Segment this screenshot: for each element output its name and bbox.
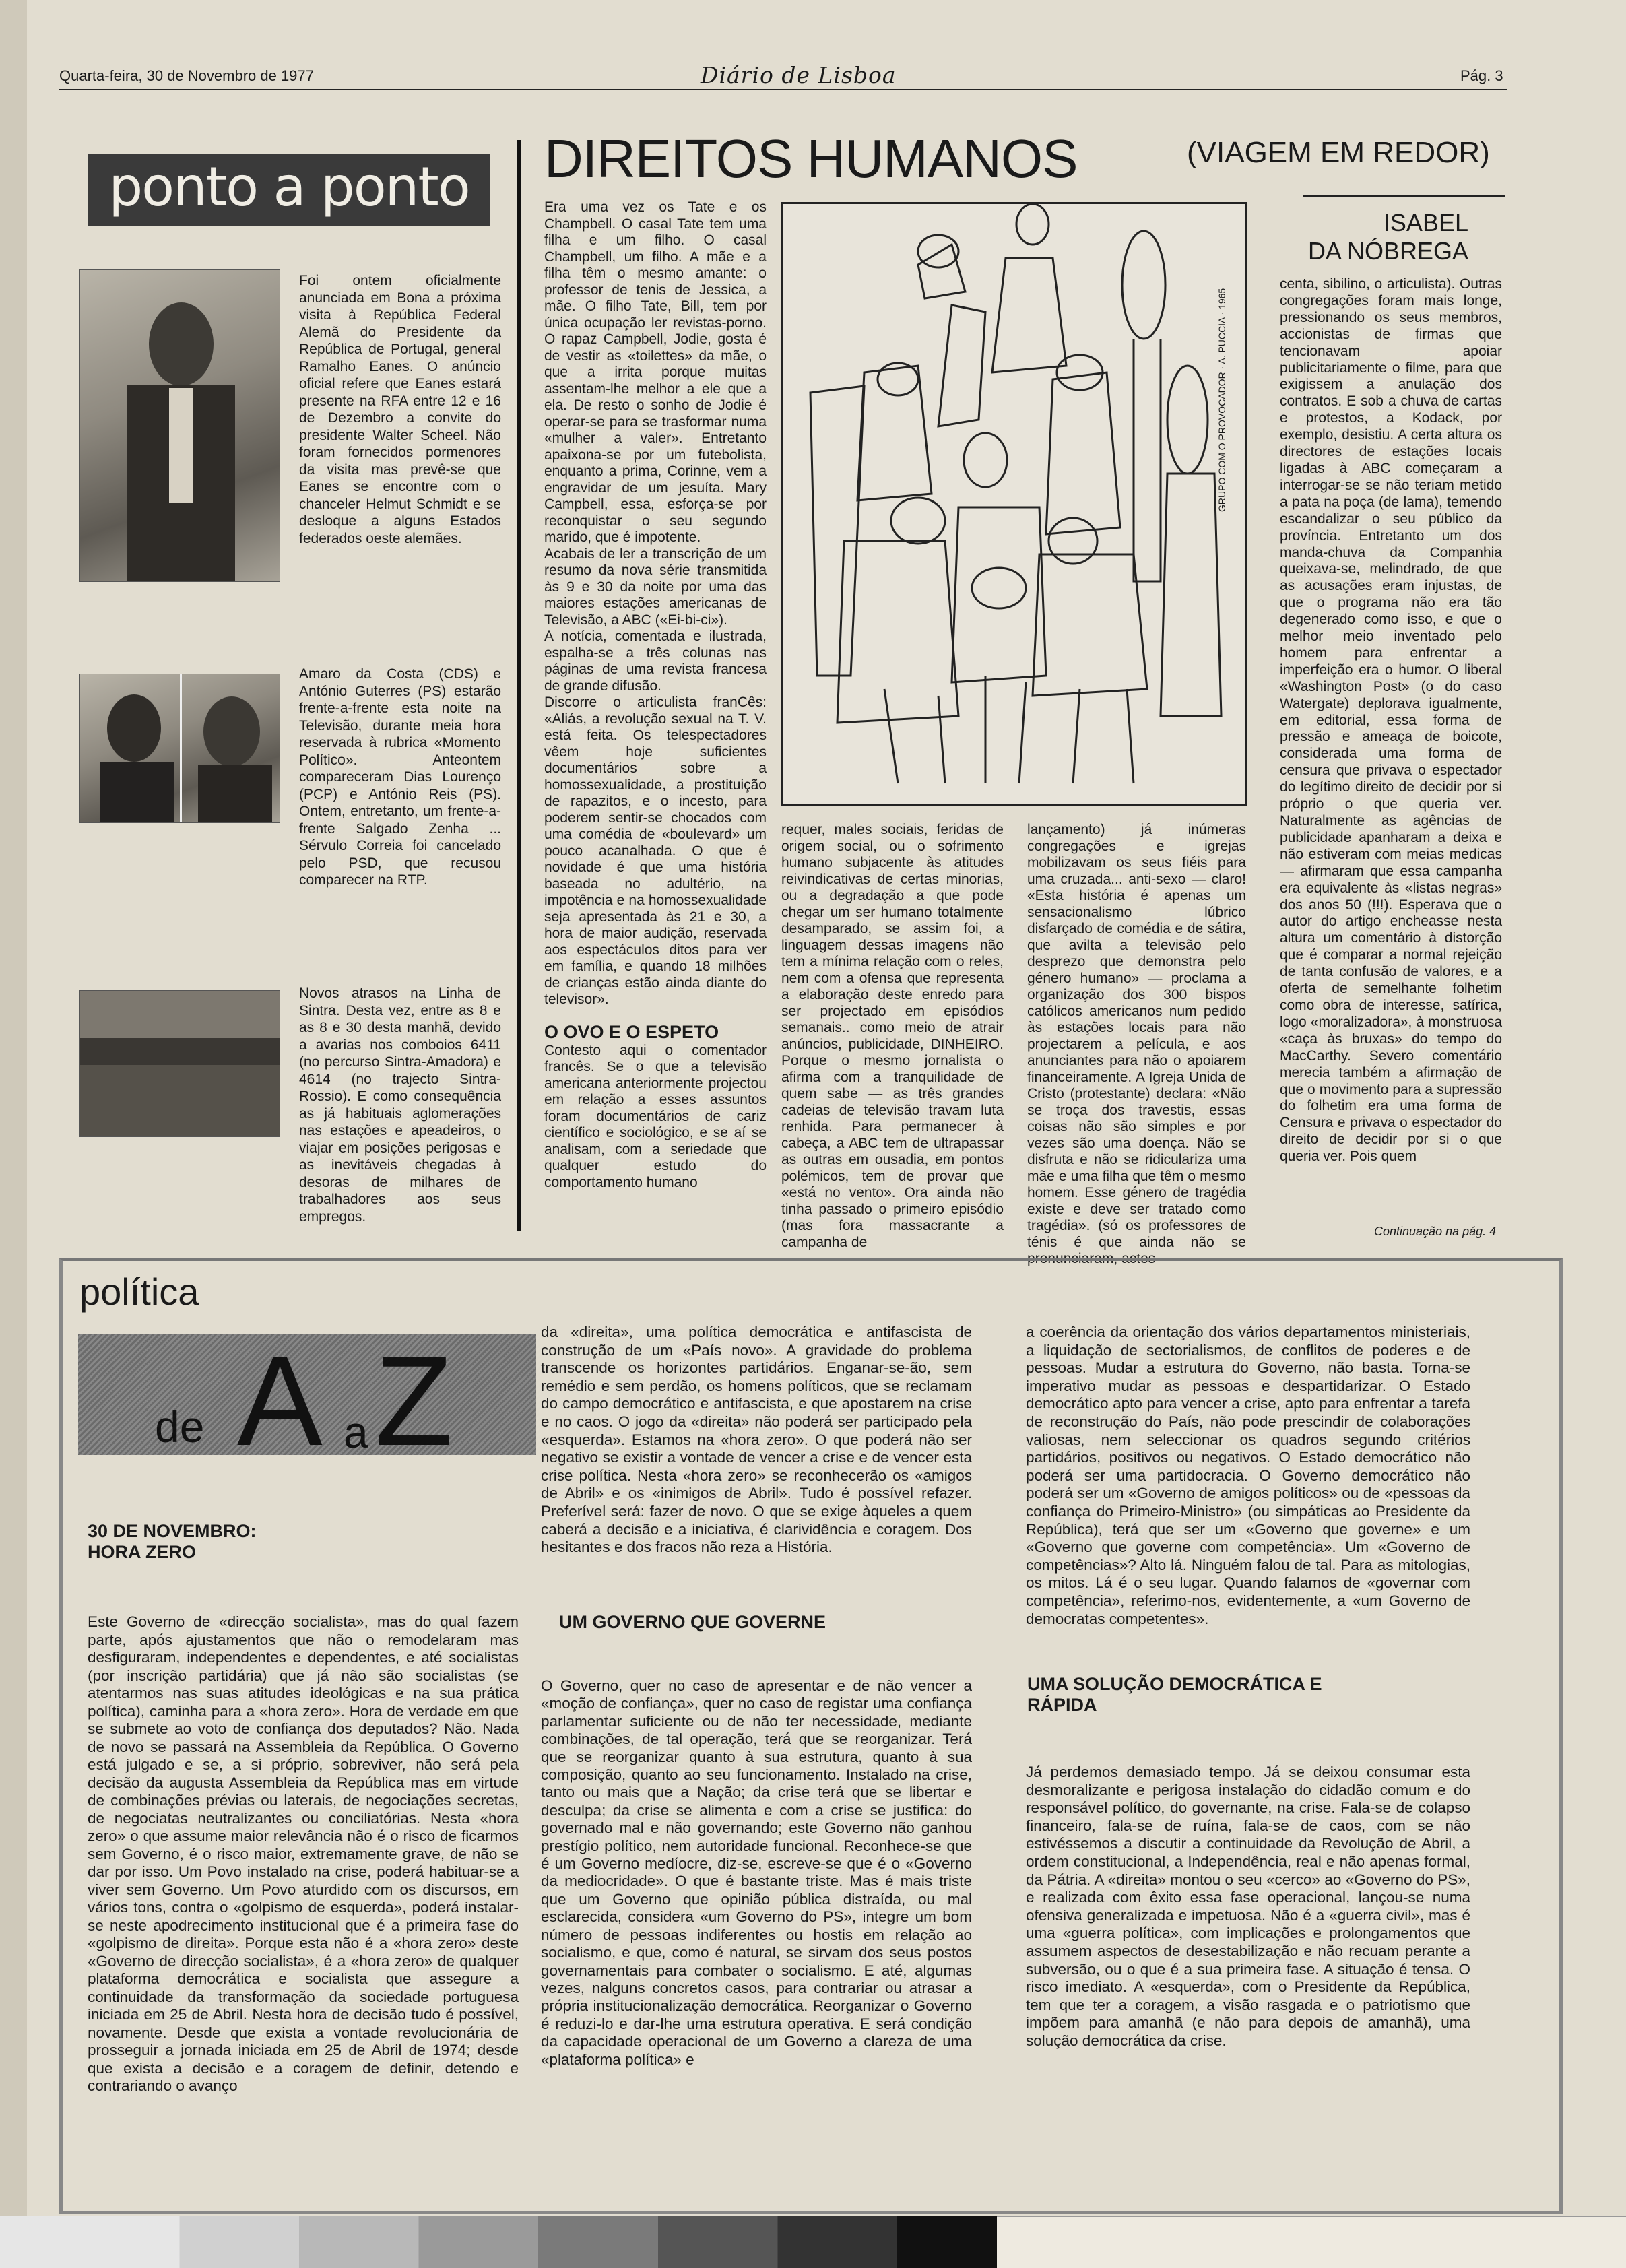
politica-column-2a: da «direita», uma política democrática e antifascista de construção de um «País novo». A gravidade do problema transcende os horizontes partidários. Enganar-se-ão, sem remédio e sem perdão, os homens políticos, que se reclamam do campo democrático e antifascista, e que apostarem na crise e no caos. O jogo da «direita» não poderá ser participado pela «esquerda». Estamos na «hora zero». O que poderá não ser negativo se existir a vontade de vencer a crise e de vencer esta crise política. Nesta «hora zero» se reconhecerão os «amigos de Abril» e os «inimigos de Abril». Tudo é possível refazer. Preferível será: fazer de novo. O que se exige àqueles a quem caberá a decisão e a iniciativa, é clarividência e coragem. Dos hesitantes e dos fracos não reza a História. [541,1324,972,1556]
politica-column-1: Este Governo de «direcção socialista», mas do qual fazem parte, após ajustamentos que não o remodelaram mas desfiguraram, independentes e dependentes, e até socialistas (por inscrição partidária) que já não são socialistas (se atentarmos nas suas atitudes ideológicas e na sua prática política), caminha para a «hora zero». Hora de verdade em que se submete ao voto de confiança dos deputados? Não. Nada de novo se passará na Assembleia da República. O Governo está julgado e se, a si próprio, sobreviver, não será pela decisão da augusta Assembleia da República mas em virtude de combinações prévias ou laterais, de negociações secretas, de negociatas neutralizantes ou conciliatórias. Nesta «hora zero» o que assume maior relevância não é o risco de ficarmos sem Governo, é o risco maior, extremamente grave, de não se dar por isso. Um Povo instalado na crise, poderá habituar-se a viver sem Governo. Um Povo aturdido com os discursos, em vários tons, contra o «golpismo de esquerda», poderá instalar-se neste apodrecimento institucional que é a primeira fase do «golpismo de direita». Porque esta não é a «hora zero» deste «Governo de direcção socialista», é a «hora zero» de qualquer plataforma democrática e socialista que assegure a continuidade da transformação da sociedade portuguesa iniciada em 25 de Abril. Nesta hora de decisão tudo é possível, novamente. Desde que exista a vontade revolucionária de prosseguir a jornada iniciada em 25 de Abril de 1974; desde que exista a decisão e a coragem de definir, detendo e contrariando o avanço [88,1613,519,2094]
newspaper-title: Diário de Lisboa [701,62,897,88]
banner-a: a [344,1407,368,1457]
byline-rule [1303,195,1505,197]
news-item-debate: Amaro da Costa (CDS) e António Guterres (PS) estarão frente-a-frente esta noite na Televisão, durante meia hora reservada à rubrica «Momento Político». Anteontem compareceram Dias Lourenço (PCP) e António Reis (PS). Ontem, entretanto, um frente-a-frente Salgado Zenha ... Sérvulo Correia foi cancelado pelo PSD, que recusou comparecer na RTP. [299,666,501,888]
page-margin [0,0,27,2268]
banner-letter-a: A [237,1330,323,1472]
banner-de: de [155,1402,205,1452]
article-paragraph: Discorre o articulista franCês: «Aliás, a revolução sexual na T. V. está feita. Os telespectadores vêem hoje suficientes documentários sobre a homossexualidade, a prostituição de rapazitos, e o incesto, para poderem sentir-se chocados com uma comédia de «boulevard» um pouco acanalhada. O que é novidade é que uma história baseada no adultério, na impotência e na homossexualidade seja apresentada às 21 e 30, a hora de maior audição, reservada aos espectáculos ditos para ver em família, e quando 18 milhões de crianças estão ainda diante do televisor». [544,694,767,1007]
article-byline [1303,209,1468,265]
article-paragraph: Contesto aqui o comentador francês. Se o que a televisão americana anteriormente projectou em relação a esses assuntos foram documentários de cariz científico e sociológico, e se aí se analisam, com a seriedade que qualquer estudo do comportamento humano [544,1042,767,1190]
photo-debate [79,674,280,823]
scan-calibration-bar [0,2216,997,2268]
article-column-4: centa, sibilino, o articulista). Outras congregações foram mais longe, pressionando os seus membros, accionistas de firmas que tencionavam apoiar publicitariamente o filme, para que exigissem a anulação dos contratos. E sob a chuva de cartas e protestos, a Kodack, por exemplo, desistiu. A certa altura os directores de estações locais ligadas à ABC começaram a interrogar-se se não teriam metido a pata na poça (de lama), temendo escandalizar o seu público da província. Entretanto um dos manda-chuva da Companhia queixava-se, melindrado, de que as acusações eram injustas, de que o programa não era tão degenerado como isso, e que o melhor meio inventado pelo homem para enfrentar a imperfeição era o humor. O liberal «Washington Post» (o do caso Watergate) deplorava igualmente, em editorial, essa forma de pressão e ameaça de boicote, considerada uma forma de censura que privava o espectador do legítimo direito de decidir por si próprio o que queria ver. Naturalmente as agências de publicidade apanharam a deixa e não estiveram com meias medicas — afirmaram que essa campanha era equivalente às «listas negras» dos anos 50 (!!!). Esperava que o autor do artigo encheasse nesta altura um comentário à distorção que é comparar a normal rejeição de tanta confusão de valores, e a oferta de semelhante folhetim como obra de interesse, satírica, logo «moralizadora», à monstruosa «caça às bruxas» do tempo do MacCarthy. Severo comentário merecia também a afirmação de que o movimento para a supressão do folhetim era uma forma de Censura e privava o espectador do direito de decidir por si o que queria ver. Pois quem [1280,276,1502,1165]
article-column-2: requer, males sociais, feridas de origem social, ou o sofrimento humano subjacente às atitudes reivindicativas de certas minorias, ou a degradação a que pode chegar um ser humano totalmente desamparado, se assim foi, a linguagem dessas imagens não tem a mínima relação com o reles, nem com a ofensa que representa a elaboração deste enredo para ser projectado em episódios semanais.. como meio de atrair anúncios, publicidade, DINHEIRO. Porque o mesmo jornalista o afirma com a tranquilidade de quem sabe — as três grandes cadeias de televisão travam luta renhida. Para permanecer à cabeça, a ABC tem de ultrapassar as outras em ousadia, em pontos polémicos, tem de provar que «está no vento». Ora ainda não tinha passado o primeiro episódio (mas fora massacrante a campanha de [781,822,1004,1250]
byline-last-name: DA NÓBREGA [1307,237,1468,265]
article-paragraph: A notícia, comentada e ilustrada, espalha-se a três colunas nas páginas de uma revista francesa de grande difusão. [544,628,767,694]
ponto-a-ponto-banner: ponto a ponto [88,154,490,226]
issue-date: Quarta-feira, 30 de Novembro de 1977 [59,67,314,84]
column-heading: 30 DE NOVEMBRO: HORA ZERO [88,1521,257,1562]
article-column-1 [544,199,767,1191]
photo-train-station [79,990,280,1137]
header-rule [59,89,1507,90]
article-title: DIREITOS HUMANOS [544,129,1078,189]
politica-column-3b: Já perdemos demasiado tempo. Já se deixou consumar esta desmoralizante e perigosa instalação do cidadão comum e do responsável político, do governante, na crise. Fala-se de colapso financeiro, fala-se de ruína, fala-se de caos, com se não estivéssemos a discutir a continuidade da Revolução de Abril, a ordem constitucional, a Independência, real e não apenas formal, da Pátria. A «direita» montou o seu «cerco» ao «Governo do PS», e realizada com êxito essa fase operacional, lançou-se numa ofensiva generalizada e impetuosa. Não é a «guerra civil», mas é uma «guerra política», com implicações e prolongamentos que assumem aspectos de desestabilização e não recuam perante a subversão, ou o que é a sua primeira fase. A situação é tensa. O risco imediato. A «esquerda», com o Presidente da República, tem que ter a coragem, a visão rasgada e o patriotismo que impõem para amanhã (e não para depois de amanhã), uma solução democrática da crise. [1026,1763,1470,2049]
column-heading: UMA SOLUÇÃO DEMOCRÁTICA E RÁPIDA [1027,1674,1322,1715]
politica-column-2b: O Governo, quer no caso de apresentar e de não vencer a «moção de confiança», quer no caso de registar uma confiança parlamentar suficiente ou de não ter necessidade, mediante combinações, de tal operação, terá que se reorganizar. Terá que se reorganizar quanto à sua estrutura, quanto à sua composição, quanto ao seu funcionamento. Instalado na crise, tanto ou mais que a Nação; da crise terá que se libertar e desculpa; da crise se alimenta e com a crise se justifica: do governado mal e não governando; este Governo não ganhou prestígio político, nem autoridade funcional. Reconhece-se que é um Governo medíocre, diz-se, escreve-se que é o «Governo da mediocridade». O que é bastante triste. Mas é mais triste que um Governo que opinião pública distraída, ou mal esclarecida, considera «um Governo do PS», integre um bom número de pessoas indiferentes ou hostis em relação ao socialismo, e que, como é natural, se sirvam dos seus postos governamentais para combater o socialismo. E até, algumas vezes, nalguns concretos casos, para contrariar ou atrasar a própria institucionalização democrática. Reorganizar o Governo é reduzi-lo e dar-lhe uma estrutura operativa. E será condição da capacidade operacional de um Governo a clareza de uma «plataforma política» e [541,1677,972,2068]
continuation-note: Continuação na pág. 4 [1374,1225,1497,1238]
article-subheading: O OVO E O ESPETO [544,1021,719,1042]
article-subtitle: (VIAGEM EM REDOR) [1187,136,1490,169]
illustration-credit: GRUPO COM O PROVOCADOR · A. PUCCIA · 1965 [1216,288,1227,512]
scan-ruler [997,2216,1626,2268]
article-column-3: lançamento) já inúmeras congregações e igrejas mobilizavam os seus fiéis para uma cruzada... anti-sexo — claro! «Esta história é apenas um sensacionalismo lúbrico disfarçado de comédia e de sátira, que avilta a televisão pelo desprezo que demonstra pelo género humano» — proclama a organização dos 300 bispos católicos americanos num pedido às estações locais para não projectarem a película, e aos anunciantes para não o apoiarem financeiramente. A Igreja Unida de Cristo (protestante) declara: «Não se troça dos travestis, essas coisas não são simples e por vezes são uma doença. Não se disfruta e não se ridiculariza uma mãe e uma filha que têm o mesmo homem. Esse género de tragédia existe e deve ser tratado como tragédia». (só os professores de ténis é que ainda não se pronunciaram, actes- [1027,822,1246,1266]
byline-first-name: ISABEL [1383,209,1468,236]
news-item-sintra: Novos atrasos na Linha de Sintra. Desta vez, entre as 8 e as 8 e 30 desta manhã, devido a avarias nos comboios 6411 (no percurso Sintra-Amadora) e 4614 (no trajecto Sintra-Rossio). E como consequência as já habituais aglomerações nas estações e apeadeiros, o viajar em posições perigosas e as inevitáveis chegadas à desoras de milhares de trabalhadores aos seus empregos. [299,985,501,1225]
politica-column-3a: a coerência da orientação dos vários departamentos ministeriais, a liquidação de sectorialismos, de conflitos de poderes e de pessoas. Mudar a estrutura do Governo, não basta. Torna-se imperativo mudar as pessoas e despartidarizar. O Estado democrático apto para vencer a crise, apto para enfrentar a tarefa de reconstrução do País, não pode prescindir de colaborações valiosas, nem seleccionar os quadros segundo critérios partidários, positivos ou negativos. O Estado democrático não poderá ser uma partidocracia. O Governo democrático não poderá ser um «Governo de amigos políticos» ou de «pessoas da confiança do Primeiro-Ministro» (ou simpáticas ao Presidente da República), terá que ser um «Governo que governe» e um «Governo que governe com competência». Um «Governo de competências»? Alto lá. Ninguém falou de tal. Para as mitologias, os mitos. Lá é o seu lugar. Quando falamos de «governar com competência», referimo-nos, evidentemente, a «um Governo de democratas competentes». [1026,1324,1470,1627]
page-number: Pág. 3 [1460,67,1503,84]
article-paragraph: Acabais de ler a transcrição de um resumo da nova série transmitida às 9 e 30 da noite por uma das maiores estações americanas de Televisão, a ABC («Ei-bi-ci»). [544,546,767,628]
section-heading: política [79,1270,199,1313]
news-item-eanes: Foi ontem oficialmente anunciada em Bona a próxima visita à República Federal Alemã do Presidente da República de Portugal, general Ramalho Eanes. O anúncio oficial refere que Eanes estará presente na RFA entre 12 e 16 de Dezembro a convite do presidente Walter Scheel. Não foram fornecidos pormenores da visita mas prevê-se que Eanes se encontre com o chanceler Helmut Schmidt e se desloque a alguns Estados federados oeste alemães. [299,273,501,546]
article-illustration [781,202,1247,806]
banner-letter-z: Z [375,1330,453,1472]
article-paragraph: Era uma vez os Tate e os Champbell. O casal Tate tem uma filha e um filho. O casal Champbell, um filho. A mãe e a filha têm o mesmo amante: o professor de tenis de Jessica, a mãe. O filho Tate, Bill, tem por única ocupação ler revistas-porno. O rapaz Campbell, Jodie, gosta é de vestir as «toilettes» da mãe, o que a irrita porque muitas assentam-lhe melhor a ele que a ela. De resto o sonho de Jodie é operar-se para se trasformar numa «mulher a valer». Entretanto apaixona-se por um futebolista, enquanto a prima, Corinne, vem a engravidar de um jesuíta. Mary Campbell, essa, esforça-se por reconquistar o seu segundo marido, que é impotente. [544,199,767,545]
column-heading: UM GOVERNO QUE GOVERNE [559,1612,826,1632]
photo-eanes [79,269,280,582]
